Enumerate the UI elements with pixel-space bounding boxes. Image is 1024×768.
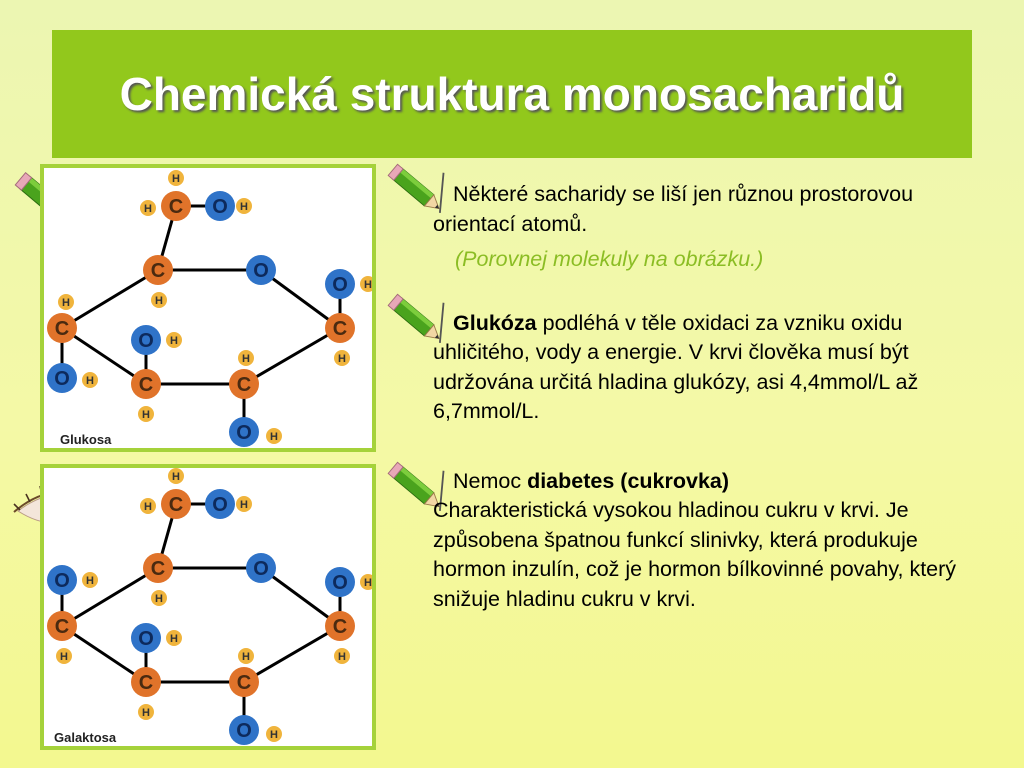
atom-h: H	[155, 295, 163, 307]
atom-h: H	[364, 577, 372, 589]
atom-h: H	[240, 499, 248, 511]
atom-h: H	[172, 173, 180, 185]
atom-h: H	[240, 201, 248, 213]
bullet-2	[433, 309, 993, 427]
atom-o: O	[212, 494, 228, 516]
atom-h: H	[242, 651, 250, 663]
diagram-label: Glukosa	[60, 432, 112, 447]
diagram-label: Galaktosa	[54, 730, 117, 745]
atom-h: H	[142, 409, 150, 421]
atom-h: H	[142, 707, 150, 719]
bullet-2-bold: Glukóza	[453, 310, 537, 335]
atom-h: H	[170, 335, 178, 347]
atom-h: H	[270, 431, 278, 443]
atom-c: C	[138, 672, 154, 694]
slide-title: Chemická struktura monosacharidů	[119, 68, 905, 120]
atom-o: O	[54, 570, 70, 592]
atom-c: C	[332, 616, 348, 638]
atom-h: H	[172, 471, 180, 483]
bullet-3-bold: diabetes (cukrovka)	[527, 468, 730, 493]
glucose-structure	[44, 168, 372, 448]
atom-h: H	[144, 203, 152, 215]
atom-c: C	[168, 196, 184, 218]
atom-o: O	[54, 368, 70, 390]
atom-o: O	[253, 260, 269, 282]
title-bar	[52, 30, 972, 158]
atom-c: C	[150, 558, 166, 580]
bullet-1-text: Některé sacharidy se liší jen různou prostorovou orientací atomů.	[433, 182, 914, 236]
glucose-diagram	[40, 164, 376, 452]
atom-o: O	[212, 196, 228, 218]
atom-h: H	[270, 729, 278, 741]
atom-c: C	[150, 260, 166, 282]
atom-o: O	[332, 274, 348, 296]
atom-c: C	[236, 672, 252, 694]
atom-h: H	[62, 297, 70, 309]
atom-h: H	[338, 651, 346, 663]
bullet-3-lead: Nemoc	[453, 468, 528, 493]
atom-o: O	[138, 628, 154, 650]
atom-o: O	[138, 330, 154, 352]
atom-o: O	[253, 558, 269, 580]
atom-o: O	[332, 572, 348, 594]
galactose-structure	[44, 468, 372, 746]
atom-h: H	[60, 651, 68, 663]
bullet-1-note: (Porovnej molekuly na obrázku.)	[455, 247, 764, 271]
bullet-2-text: podléhá v těle oxidaci za vzniku oxidu uhličitého, vody a energie. V krvi člověka musí být udržována určitá hladina glukózy, asi 4,4mmol/L až 6,7mmol/L.	[433, 310, 919, 423]
bullet-3	[433, 467, 993, 615]
atom-c: C	[54, 616, 70, 638]
atom-c: C	[168, 494, 184, 516]
atom-h: H	[86, 375, 94, 387]
atom-c: C	[54, 318, 70, 340]
atom-h: H	[242, 353, 250, 365]
atom-h: H	[155, 593, 163, 605]
atom-h: H	[144, 501, 152, 513]
galactose-diagram	[40, 464, 376, 750]
atom-h: H	[364, 279, 372, 291]
atom-h: H	[170, 633, 178, 645]
atom-h: H	[86, 575, 94, 587]
atom-h: H	[338, 353, 346, 365]
atom-o: O	[236, 720, 252, 742]
content-text	[433, 180, 993, 614]
atom-c: C	[138, 374, 154, 396]
bullet-3-text: Charakteristická vysokou hladinou cukru v krvi. Je způsobena špatnou funkcí slinivky, která produkuje hormon inzulín, což je hormon bílkovinné povahy, který snižuje hladinu cukru v krvi.	[433, 498, 957, 611]
atom-c: C	[332, 318, 348, 340]
bullet-1	[433, 180, 993, 239]
atom-o: O	[236, 422, 252, 444]
atom-c: C	[236, 374, 252, 396]
